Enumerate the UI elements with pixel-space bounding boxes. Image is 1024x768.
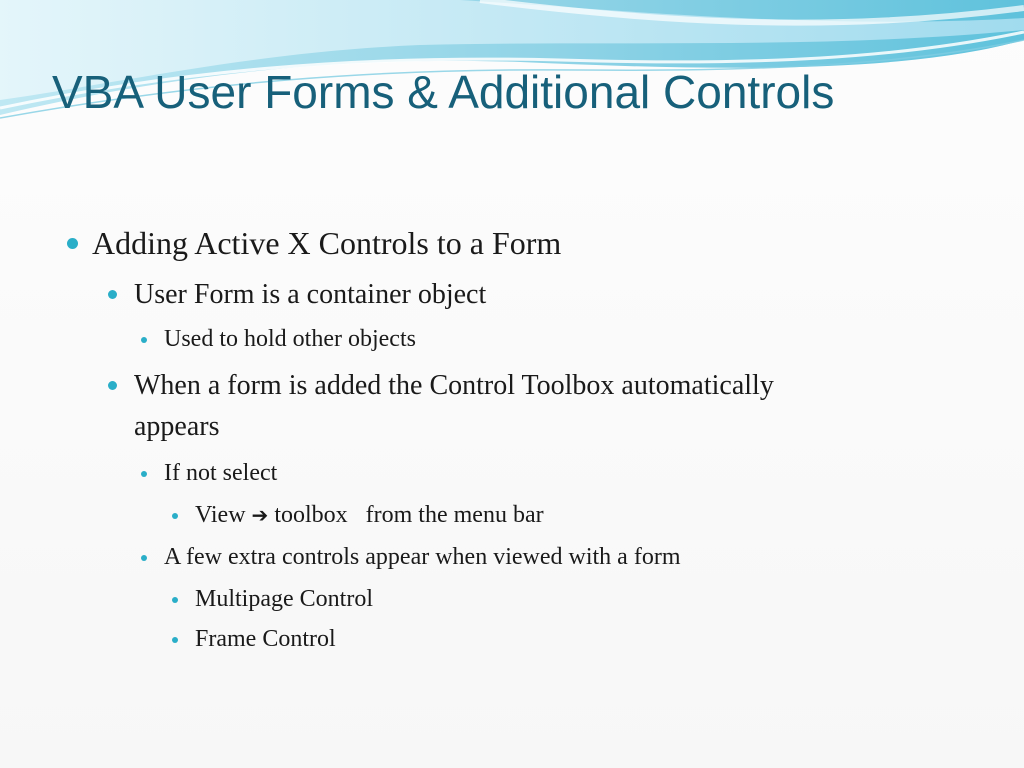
bullet-text-before: View <box>195 502 252 528</box>
bullet-text: When a form is added the Control Toolbox automatically appears <box>134 370 774 442</box>
bullet-dot-icon <box>141 337 147 343</box>
slide-title: VBA User Forms & Additional Controls <box>52 66 835 118</box>
bullet-text-after: toolbox from the menu bar <box>268 502 544 528</box>
right-arrow-icon: ➔ <box>251 503 269 527</box>
bullet-item-level2 <box>0 365 1024 447</box>
bullet-dot-icon <box>67 238 78 249</box>
bullet-item-level4 <box>0 499 1024 531</box>
bullet-text <box>195 499 1024 531</box>
bullet-list <box>0 222 1024 655</box>
bullet-text: If not select <box>164 460 278 486</box>
bullet-text: User Form is a container object <box>134 279 487 310</box>
bullet-dot-icon <box>108 290 117 299</box>
bullet-item-level4 <box>0 623 1024 655</box>
bullet-item-level4 <box>0 583 1024 615</box>
bullet-text: Multipage Control <box>195 586 373 612</box>
bullet-item-level3 <box>0 457 1024 489</box>
bullet-text: Adding Active X Controls to a Form <box>92 225 562 261</box>
bullet-dot-icon <box>172 597 178 603</box>
bullet-dot-icon <box>108 381 117 390</box>
bullet-item-level3 <box>0 323 1024 355</box>
bullet-text: Used to hold other objects <box>164 326 416 352</box>
bullet-dot-icon <box>172 637 178 643</box>
bullet-dot-icon <box>141 471 147 477</box>
bullet-text: A few extra controls appear when viewed with a form <box>164 544 681 570</box>
bullet-item-level1 <box>0 222 1024 264</box>
bullet-item-level3 <box>0 541 1024 573</box>
bullet-item-level2 <box>0 274 1024 315</box>
bullet-dot-icon <box>172 513 178 519</box>
bullet-text: Frame Control <box>195 626 336 652</box>
bullet-dot-icon <box>141 555 147 561</box>
